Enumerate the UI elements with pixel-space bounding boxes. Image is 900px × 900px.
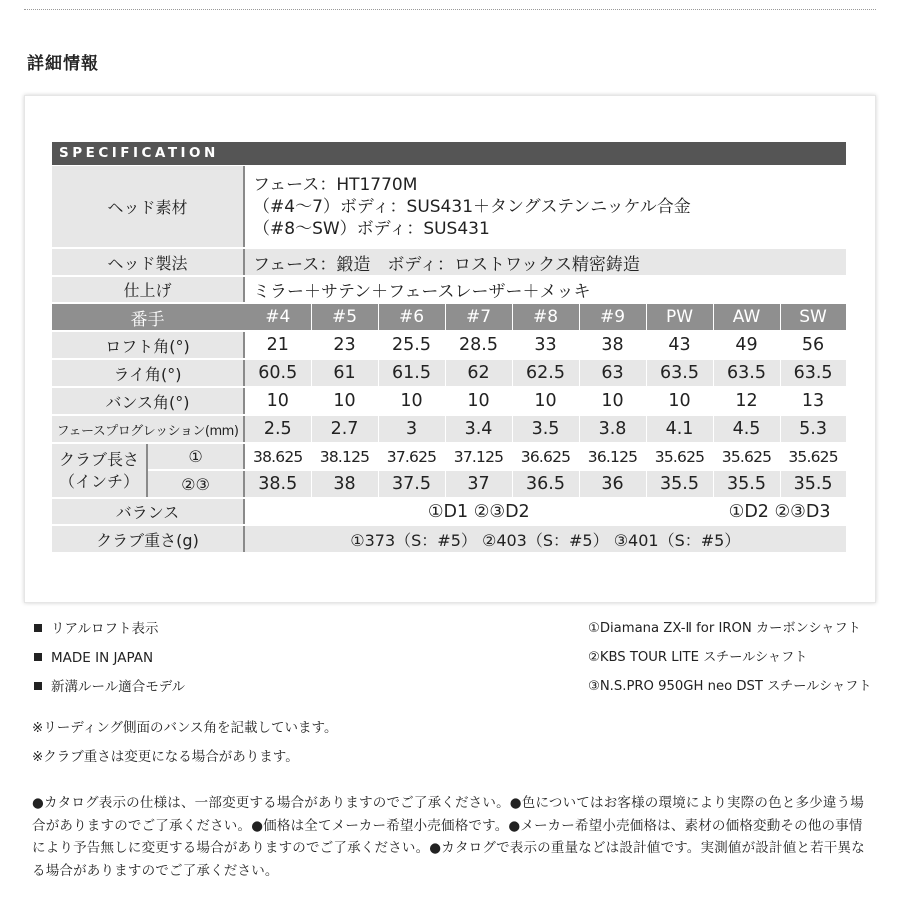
bounce-cell: 13 <box>780 387 846 415</box>
row-numbers <box>52 303 846 331</box>
finish-label: 仕上げ <box>52 276 244 303</box>
bounce-cell: 10 <box>512 387 579 415</box>
row-finish <box>52 276 846 303</box>
number-cell: #7 <box>445 303 512 331</box>
feature-text: 新溝ルール適合モデル <box>51 679 186 695</box>
number-cell: PW <box>646 303 713 331</box>
shaft-list <box>588 620 872 707</box>
loft-cell: 49 <box>713 331 780 359</box>
number-cell: SW <box>780 303 846 331</box>
list-item <box>34 620 185 649</box>
list-item <box>34 678 185 707</box>
progression-cell: 3.5 <box>512 415 579 443</box>
row-loft <box>52 331 846 359</box>
club-length-cell: 35.625 <box>646 443 713 470</box>
notes <box>32 719 337 777</box>
row-weight <box>52 525 846 553</box>
head-method-label: ヘッド製法 <box>52 248 244 276</box>
bounce-cell: 10 <box>378 387 445 415</box>
club-length-cell: 35.625 <box>713 443 780 470</box>
loft-cell: 33 <box>512 331 579 359</box>
club-length-cell: 37.5 <box>378 470 445 498</box>
spec-table <box>52 166 847 554</box>
progression-cell: 5.3 <box>780 415 846 443</box>
row-bounce <box>52 387 846 415</box>
loft-cell: 28.5 <box>445 331 512 359</box>
row-balance <box>52 498 846 525</box>
loft-cell: 43 <box>646 331 713 359</box>
lie-cell: 60.5 <box>244 359 311 387</box>
club-length-sub-1: ① <box>147 443 244 470</box>
balance-value-main: ①D1 ②③D2 <box>244 498 713 525</box>
progression-cell: 3 <box>378 415 445 443</box>
club-length-cell: 37 <box>445 470 512 498</box>
bounce-label: バンス角(°) <box>52 387 244 415</box>
club-length-cell: 36.5 <box>512 470 579 498</box>
row-head-method <box>52 248 846 276</box>
lie-cell: 61.5 <box>378 359 445 387</box>
square-bullet-icon <box>34 653 42 661</box>
shaft-item: ②KBS TOUR LITE スチールシャフト <box>588 650 808 665</box>
head-method-value: フェース：鍛造 ボディ：ロストワックス精密鋳造 <box>244 248 846 276</box>
club-length-cell: 35.625 <box>780 443 846 470</box>
club-length-cell: 36 <box>579 470 646 498</box>
weight-value: ①373（S：#5） ②403（S：#5） ③401（S：#5） <box>244 525 846 553</box>
bounce-cell: 10 <box>579 387 646 415</box>
head-material-line: フェース：HT1770M <box>253 174 418 195</box>
progression-label: フェースプログレッション(mm) <box>52 415 244 443</box>
lie-cell: 62.5 <box>512 359 579 387</box>
feature-text: リアルロフト表示 <box>51 621 159 637</box>
numbers-label: 番手 <box>52 303 244 331</box>
loft-cell: 21 <box>244 331 311 359</box>
head-material-line: （#8～SW）ボディ：SUS431 <box>253 218 490 239</box>
progression-cell: 4.5 <box>713 415 780 443</box>
bounce-cell: 10 <box>311 387 378 415</box>
progression-cell: 4.1 <box>646 415 713 443</box>
loft-cell: 25.5 <box>378 331 445 359</box>
number-cell: #6 <box>378 303 445 331</box>
lie-cell: 61 <box>311 359 378 387</box>
bounce-cell: 12 <box>713 387 780 415</box>
finish-value: ミラー＋サテン＋フェースレーザー＋メッキ <box>244 276 846 303</box>
loft-label: ロフト角(°) <box>52 331 244 359</box>
club-length-cell: 36.125 <box>579 443 646 470</box>
row-head-material <box>52 166 846 248</box>
progression-cell: 2.5 <box>244 415 311 443</box>
progression-cell: 3.8 <box>579 415 646 443</box>
loft-cell: 38 <box>579 331 646 359</box>
bounce-cell: 10 <box>244 387 311 415</box>
bounce-cell: 10 <box>445 387 512 415</box>
shaft-item: ①Diamana ZX-Ⅱ for IRON カーボンシャフト <box>588 621 861 636</box>
number-cell: #8 <box>512 303 579 331</box>
note-item: ※クラブ重さは変更になる場合があります。 <box>32 749 299 765</box>
shaft-item: ③N.S.PRO 950GH neo DST スチールシャフト <box>588 679 872 694</box>
progression-cell: 3.4 <box>445 415 512 443</box>
club-length-cell: 38.5 <box>244 470 311 498</box>
number-cell: #4 <box>244 303 311 331</box>
bounce-cell: 10 <box>646 387 713 415</box>
row-club-length-1 <box>52 443 846 470</box>
club-length-cell: 35.5 <box>646 470 713 498</box>
balance-label: バランス <box>52 498 244 525</box>
lie-cell: 63.5 <box>780 359 846 387</box>
number-cell: AW <box>713 303 780 331</box>
square-bullet-icon <box>34 682 42 690</box>
lie-cell: 63.5 <box>646 359 713 387</box>
row-lie <box>52 359 846 387</box>
section-title: 詳細情報 <box>27 54 99 74</box>
feature-list <box>34 620 185 707</box>
club-length-label <box>52 443 147 498</box>
club-length-cell: 38 <box>311 470 378 498</box>
list-item <box>34 649 185 678</box>
lie-cell: 63.5 <box>713 359 780 387</box>
club-length-cell: 35.5 <box>713 470 780 498</box>
club-length-label-line: （インチ） <box>58 471 139 491</box>
square-bullet-icon <box>34 624 42 632</box>
club-length-label-line: クラブ長さ <box>58 449 139 469</box>
club-length-cell: 38.625 <box>244 443 311 470</box>
row-progression <box>52 415 846 443</box>
row-club-length-2 <box>52 470 846 498</box>
balance-value-aw-sw: ①D2 ②③D3 <box>713 498 846 525</box>
club-length-cell: 35.5 <box>780 470 846 498</box>
loft-cell: 23 <box>311 331 378 359</box>
club-length-sub-2: ②③ <box>147 470 244 498</box>
head-material-label: ヘッド素材 <box>52 166 244 248</box>
club-length-cell: 38.125 <box>311 443 378 470</box>
club-length-cell: 37.625 <box>378 443 445 470</box>
weight-label: クラブ重さ(g) <box>52 525 244 553</box>
spec-header: SPECIFICATION <box>52 142 846 165</box>
lie-label: ライ角(°) <box>52 359 244 387</box>
loft-cell: 56 <box>780 331 846 359</box>
progression-cell: 2.7 <box>311 415 378 443</box>
note-item: ※リーディング側面のバンス角を記載しています。 <box>32 720 338 736</box>
club-length-cell: 37.125 <box>445 443 512 470</box>
number-cell: #9 <box>579 303 646 331</box>
disclaimer: ●カタログ表示の仕様は、一部変更する場合がありますのでご了承ください。●色についてはお客様の環境により実際の色と多少違う場合がありますのでご了承ください。●価格は全てメーカー希望小売価格です。●メーカー希望小売価格は、素材の価格変動その他の事情により予告無しに変更する場合がありますのでご了承ください。●カタログで表示の重量などは設計値です。実測値が設計値と若干異なる場合がありますのでご了承ください。 <box>32 795 865 879</box>
club-length-cell: 36.625 <box>512 443 579 470</box>
top-divider <box>24 9 876 10</box>
lie-cell: 62 <box>445 359 512 387</box>
lie-cell: 63 <box>579 359 646 387</box>
number-cell: #5 <box>311 303 378 331</box>
head-material-line: （#4～7）ボディ：SUS431＋タングステンニッケル合金 <box>253 196 691 217</box>
feature-text: MADE IN JAPAN <box>51 650 154 666</box>
head-material-value <box>244 166 846 248</box>
